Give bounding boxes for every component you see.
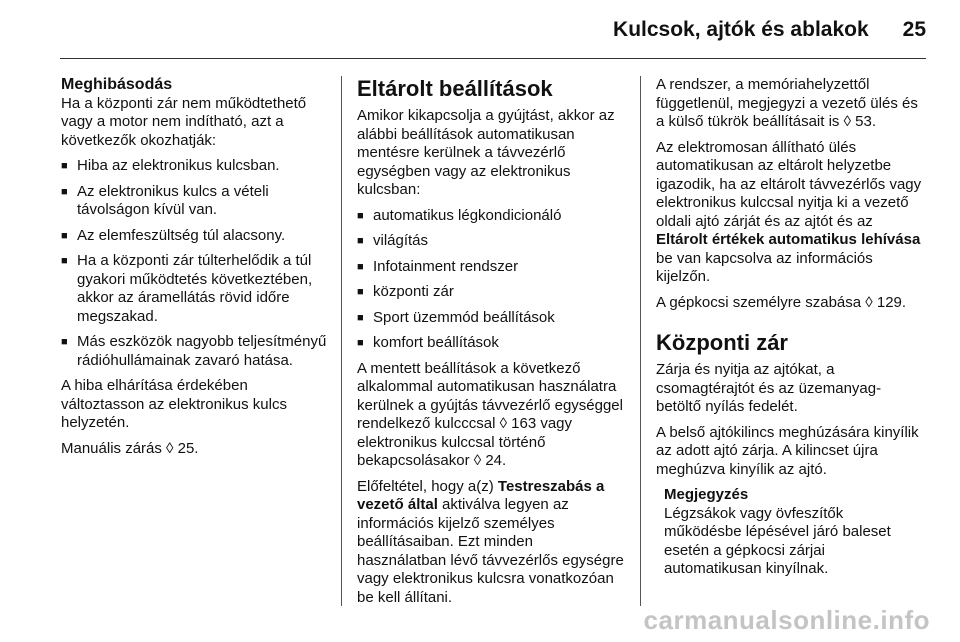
paragraph xyxy=(357,478,625,608)
page-number: 25 xyxy=(902,18,926,41)
paragraph: Ha a központi zár nem működtethető vagy a motor nem indítható, azt a következők okozhatják: xyxy=(61,94,307,149)
column-divider-1 xyxy=(341,76,342,606)
cross-reference[interactable]: A gépkocsi személyre szabása ◊ 129. xyxy=(656,293,907,311)
paragraph: A belső ajtókilincs meghúzására kinyílik az adott ajtó zárja. A kilincset újra meghúzva kinyílik az ajtó. xyxy=(656,423,919,478)
paragraph: A hiba elhárítása érdekében változtasson az elektronikus kulcs helyzetén. xyxy=(61,377,287,431)
column-1 xyxy=(61,76,329,465)
watermark: carmanualsonline.info xyxy=(643,605,930,635)
column-3 xyxy=(656,76,924,579)
column-divider-2 xyxy=(640,76,641,606)
text-run: Előfeltétel, hogy a(z) xyxy=(357,477,498,495)
list-item: ■ Az elemfeszültség túl alacsony. xyxy=(61,227,329,246)
list-item: ■ Infotainment rendszer xyxy=(357,258,625,277)
column-2 xyxy=(357,76,625,614)
text-run: be van kapcsolva az információs kijelzőn. xyxy=(656,249,873,285)
paragraph: Zárja és nyitja az ajtókat, a csomagtérajtót és az üzemanyag-betöltő nyílás fedelét. xyxy=(656,361,882,415)
menu-setting-name: Eltárolt értékek automatikus lehívása xyxy=(656,231,921,248)
list-item: ■ Sport üzemmód beállítások xyxy=(357,309,625,328)
list-item: ■ Ha a központi zár túlterhelődik a túl gyakori működtetés következtében, akkor az áramellátás rövid időre megszakad. xyxy=(61,252,329,326)
list-item: ■ világítás xyxy=(357,232,625,251)
text-run: Az elektromosan állítható ülés automatikusan az eltárolt helyzetbe igazodik, ha az eltárolt távvezérlős vagy elektronikus kulccsal nyitja ki a vezető oldali ajtó zárját és az ajtót és az xyxy=(656,138,922,230)
paragraph xyxy=(656,139,924,287)
list-item: ■ Hiba az elektronikus kulcsban. xyxy=(61,157,329,176)
section-heading-malfunction: Meghibásodás xyxy=(61,76,173,93)
header-rule xyxy=(60,58,926,59)
bullet-list xyxy=(357,207,625,353)
bullet-list xyxy=(61,157,329,370)
cross-reference[interactable]: Manuális zárás ◊ 25. xyxy=(61,439,199,457)
section-heading-central-locking: Központi zár xyxy=(656,330,788,355)
note-text: Légzsákok vagy övfeszítők működésbe lépésével járó baleset esetén a gépkocsi zárjai automatikusan kinyílnak. xyxy=(664,504,891,577)
list-item: ■ komfort beállítások xyxy=(357,334,625,353)
list-item: ■ Más eszközök nagyobb teljesítményű rádióhullámainak zavaró hatása. xyxy=(61,333,329,370)
paragraph: Amikor kikapcsolja a gyújtást, akkor az alábbi beállítások automatikusan mentésre kerülnek a távvezérlő egységben vagy az elektronikus kulcsban: xyxy=(357,107,615,198)
text-run: aktiválva legyen az információs kijelző személyes beállításaiban. Ezt minden használatban lévő távvezérlős egységre vagy elektronikus kulcsra vonatkozóan be kell állítani. xyxy=(357,496,624,606)
menu-setting-name: Testreszabás a vezető által xyxy=(357,477,605,513)
paragraph: A mentett beállítások a következő alkalommal automatikusan használatra kerülnek a gyújtás távvezérlő egységgel rendelkező kulcccsal ◊ 163 vagy elektronikus kulccsal történő bekapcsolásakor ◊ 24. xyxy=(357,359,623,469)
list-item: ■ központi zár xyxy=(357,283,625,302)
note-box xyxy=(664,486,924,579)
page-header xyxy=(613,18,926,42)
section-heading-stored-settings: Eltárolt beállítások xyxy=(357,76,553,101)
paragraph: A rendszer, a memóriahelyzettől függetlenül, megjegyzi a vezető ülés és a külső tükrök beállításait is ◊ 53. xyxy=(656,76,918,130)
list-item: ■ Az elektronikus kulcs a vételi távolságon kívül van. xyxy=(61,183,329,220)
chapter-title: Kulcsok, ajtók és ablakok xyxy=(613,18,869,41)
note-title: Megjegyzés xyxy=(664,486,749,503)
list-item: ■ automatikus légkondicionáló xyxy=(357,207,625,226)
